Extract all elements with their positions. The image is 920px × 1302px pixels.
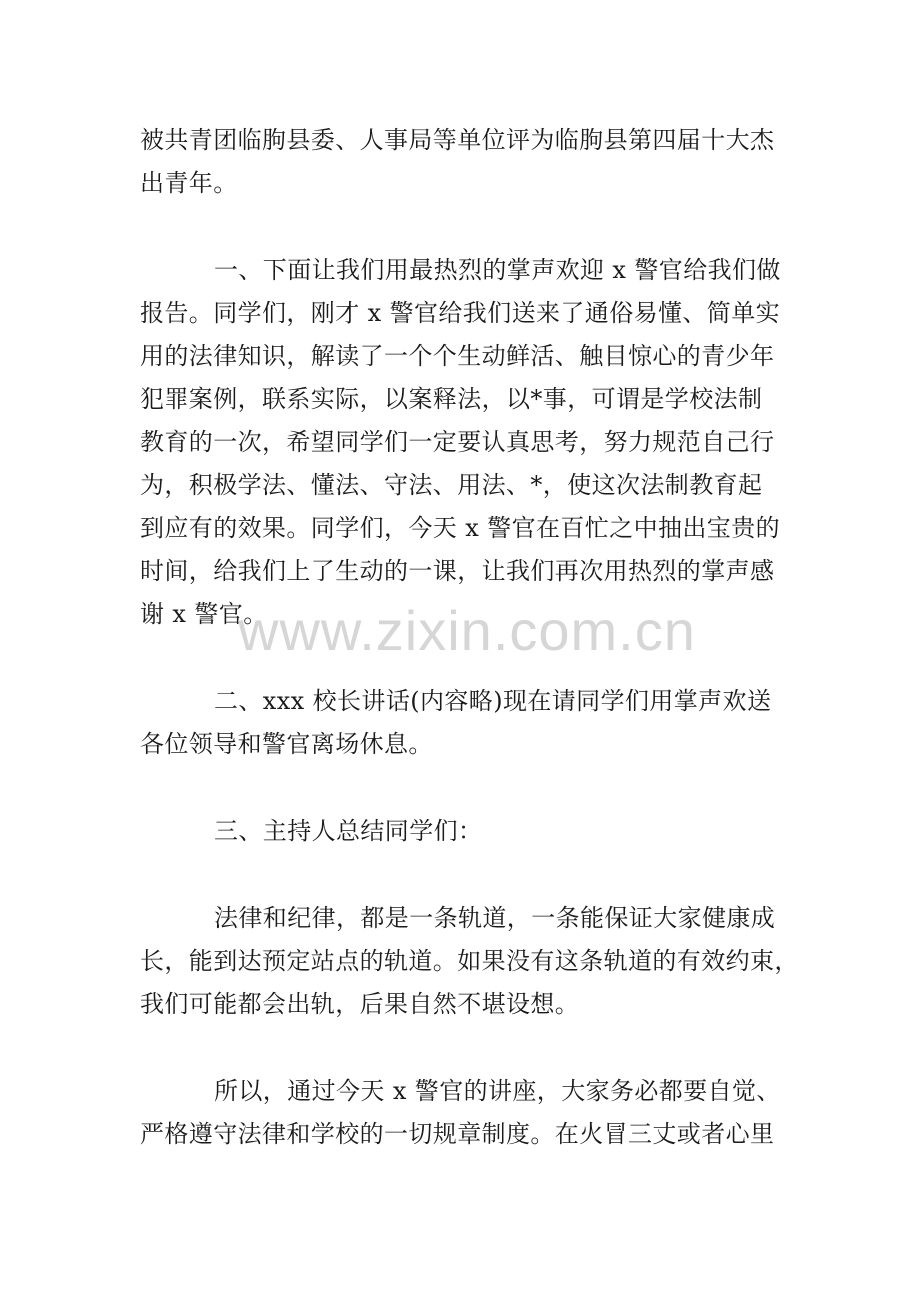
text-line: 用的法律知识，解读了一个个生动鲜活、触目惊心的青少年: [140, 342, 775, 370]
text-line: 报告。同学们，刚才 x 警官给我们送来了通俗易懂、简单实: [140, 299, 780, 327]
text-line: 各位领导和警官离场休息。: [140, 730, 433, 758]
paragraph-1-start: 一、下面让我们用最热烈的掌声欢迎 x 警官给我们做: [214, 256, 781, 284]
text-line: 为，积极学法、懂法、守法、用法、*，使这次法制教育起: [140, 471, 763, 499]
paragraph-4-start: 法律和纪律，都是一条轨道，一条能保证大家健康成: [214, 904, 776, 932]
text-line: 教育的一次，希望同学们一定要认真思考，努力规范自己行: [140, 428, 775, 456]
text-line: 被共青团临朐县委、人事局等单位评为临朐县第四届十大杰: [140, 126, 775, 154]
paragraph-5-start: 所以，通过今天 x 警官的讲座，大家务必都要自觉、: [214, 1077, 781, 1105]
text-line: 谢 x 警官。: [140, 600, 268, 628]
text-line: 到应有的效果。同学们，今天 x 警官在百忙之中抽出宝贵的: [140, 514, 780, 542]
text-line: 时间，给我们上了生动的一课，让我们再次用热烈的掌声感: [140, 557, 775, 585]
text-line: 严格遵守法律和学校的一切规章制度。在火冒三丈或者心里: [140, 1120, 775, 1148]
text-line: 犯罪案例，联系实际，以案释法，以*事，可谓是学校法制: [140, 385, 763, 413]
paragraph-2-start: 二、xxx 校长讲话(内容略)现在请同学们用掌声欢送: [214, 687, 772, 715]
text-line: 我们可能都会出轨，后果自然不堪设想。: [140, 990, 580, 1018]
text-line: 长，能到达预定站点的轨道。如果没有这条轨道的有效约束，: [140, 947, 799, 975]
watermark: www.zixin.com.cn: [238, 599, 696, 662]
text-line: 出青年。: [140, 169, 238, 197]
paragraph-3-heading: 三、主持人总结同学们：: [214, 817, 483, 845]
